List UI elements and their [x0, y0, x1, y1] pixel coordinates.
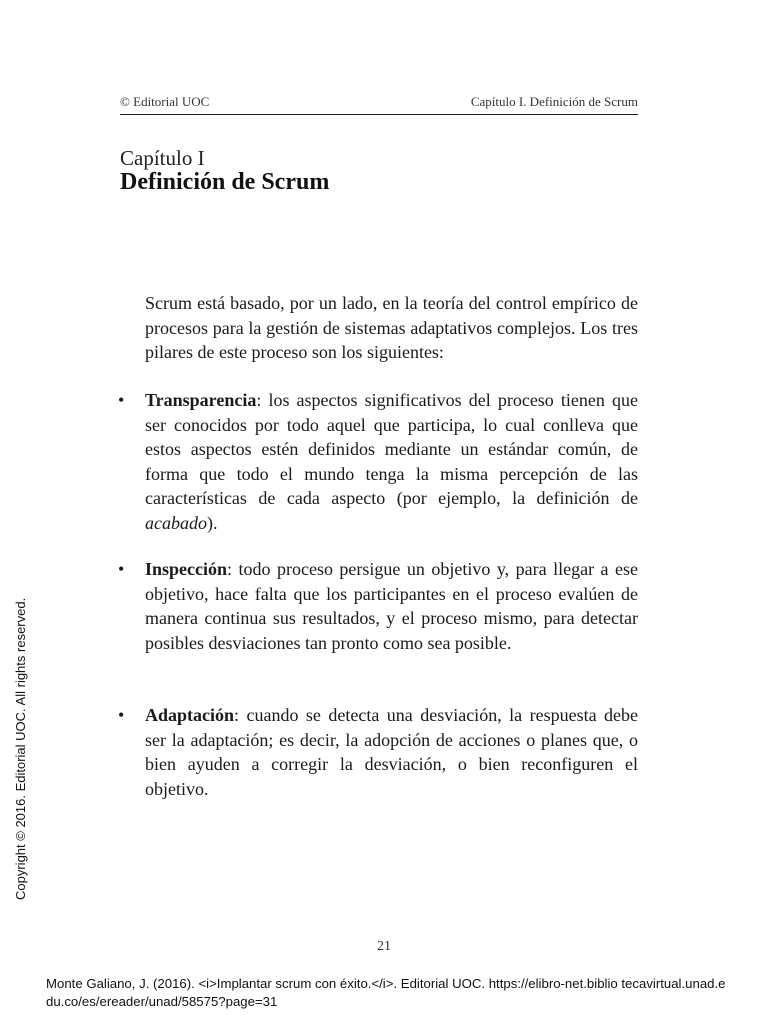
- intro-paragraph: Scrum está basado, por un lado, en la teoría del control empírico de procesos para la gestión de sistemas adaptativos complejos. Los tres pilares de este proceso son los siguientes:: [145, 293, 638, 363]
- running-header: [120, 94, 638, 115]
- pillar-paragraph: [145, 388, 638, 536]
- page-number: 21: [377, 939, 391, 954]
- pillar-emphasis: acabado: [145, 512, 207, 533]
- header-publisher: © Editorial UOC: [120, 94, 210, 109]
- pillar-term: Inspección: [145, 559, 228, 579]
- pillar-paragraph: [145, 703, 638, 801]
- pillar-term: Adaptación: [145, 705, 235, 725]
- pillar-paragraph: [145, 557, 638, 655]
- pillar-text: : cuando se detecta una desviación, la respuesta debe ser la adaptación; es decir, la adopción de acciones o planes que, o bien ayuden a corregir la desviación, o bien reconfiguren el objetivo.: [145, 705, 638, 799]
- bullet-icon: •: [118, 705, 125, 725]
- pillar-text: : todo proceso persigue un objetivo y, para llegar a ese objetivo, hace falta que los participantes en el proceso evalúen de manera continua sus resultados, y el proceso mismo, para detectar posibles desviaciones tan pronto como sea posible.: [145, 559, 638, 653]
- pillar-text-end: ).: [207, 512, 218, 533]
- header-chapter: Capítulo I. Definición de Scrum: [470, 94, 638, 109]
- bullet-icon: •: [118, 390, 125, 410]
- side-copyright: Copyright © 2016. Editorial UOC. All rights reserved.: [13, 597, 28, 900]
- chapter-label: Capítulo I: [120, 146, 205, 170]
- citation-footer: Monte Galiano, J. (2016). <i>Implantar scrum con éxito.</i>. Editorial UOC. https://elibro-net.biblio tecavirtual.unad.edu.co/es/ereader/unad/58575?page=31: [46, 976, 726, 1009]
- pillar-term: Transparencia: [145, 390, 257, 410]
- chapter-title: Definición de Scrum: [120, 169, 330, 195]
- pillar-text: : los aspectos significativos del proceso tienen que ser conocidos por todo aquel que participa, lo cual conlleva que estos aspectos estén definidos mediante un estándar común, de forma que todo el mundo tenga la misma percepción de las características de cada aspecto (por ejemplo, la definición de: [145, 390, 638, 509]
- bullet-icon: •: [118, 559, 125, 579]
